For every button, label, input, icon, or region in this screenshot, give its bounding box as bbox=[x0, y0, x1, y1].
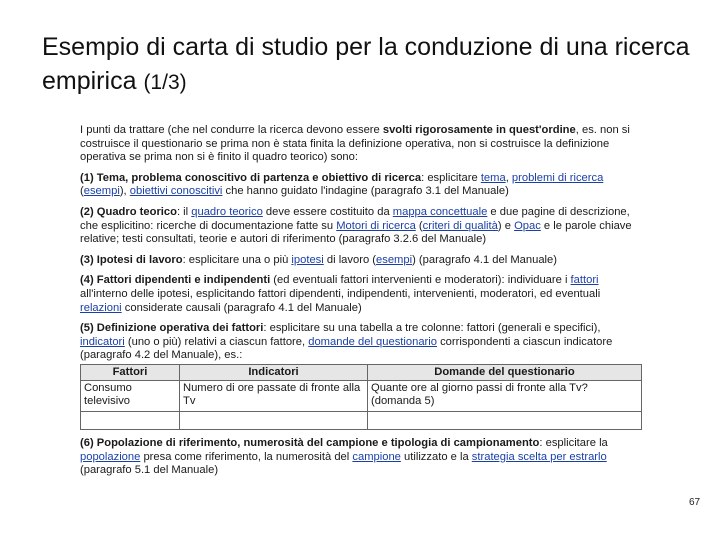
link-problemi-di-ricerca[interactable]: problemi di ricerca bbox=[511, 171, 604, 184]
text: ) e bbox=[497, 219, 515, 232]
link-quadro-teorico[interactable]: quadro teorico bbox=[191, 205, 263, 218]
point-5 bbox=[80, 322, 642, 363]
point-heading: (6) Popolazione di riferimento, numerosità del campione e tipologia di campionamento bbox=[80, 436, 540, 449]
text: che hanno guidato l'indagine (paragrafo 3.1 del Manuale) bbox=[222, 185, 509, 198]
table-row bbox=[81, 380, 642, 411]
text: , bbox=[505, 171, 512, 184]
point-6 bbox=[80, 437, 642, 478]
table-row-empty bbox=[81, 411, 642, 429]
link-strategia-scelta[interactable]: strategia scelta per estrarlo bbox=[471, 450, 607, 463]
point-heading: (3) Ipotesi di lavoro bbox=[80, 253, 183, 266]
intro-paragraph bbox=[80, 124, 642, 165]
link-motori-di-ricerca[interactable]: Motori di ricerca bbox=[336, 219, 416, 232]
text: (ed eventuali fattori intervenienti e moderatori): individuare i bbox=[270, 274, 571, 287]
link-tema[interactable]: tema bbox=[480, 171, 506, 184]
table-header-row bbox=[81, 364, 642, 380]
text: all'interno delle ipotesi, esplicitando fattori dipendenti, indipendenti, intervenienti, moderatori, ed eventuali bbox=[80, 287, 601, 300]
link-indicatori[interactable]: indicatori bbox=[80, 335, 125, 348]
title-suffix: (1/3) bbox=[143, 71, 187, 94]
link-popolazione[interactable]: popolazione bbox=[80, 450, 141, 463]
text: (uno o più) relativi a ciascun fattore, bbox=[124, 335, 309, 348]
text: : il bbox=[176, 205, 192, 218]
table-cell: Quante ore al giorno passi di fronte alla Tv? (domanda 5) bbox=[368, 380, 642, 411]
point-heading: (5) Definizione operativa dei fattori bbox=[80, 322, 264, 335]
link-criteri-di-qualita[interactable]: criteri di qualità bbox=[422, 219, 498, 232]
text: ( bbox=[80, 185, 84, 198]
text: presa come riferimento, la numerosità del bbox=[140, 450, 353, 463]
title-text: Esempio di carta di studio per la conduzione di una ricerca empirica bbox=[42, 33, 690, 95]
text: I punti da trattare (che nel condurre la ricerca devono essere bbox=[80, 124, 383, 136]
text: ) (paragrafo 4.1 del Manuale) bbox=[412, 253, 557, 266]
link-mappa-concettuale[interactable]: mappa concettuale bbox=[392, 205, 488, 218]
link-domande-del-questionario[interactable]: domande del questionario bbox=[308, 335, 437, 348]
link-campione[interactable]: campione bbox=[352, 450, 401, 463]
page-number: 67 bbox=[689, 497, 701, 508]
text: utilizzato e la bbox=[400, 450, 472, 463]
point-heading: (4) Fattori dipendenti e indipendenti bbox=[80, 274, 271, 287]
operational-definition-table bbox=[80, 364, 642, 430]
column-header: Domande del questionario bbox=[368, 364, 642, 380]
document-excerpt bbox=[80, 124, 642, 485]
link-opac[interactable]: Opac bbox=[514, 219, 541, 232]
text: : esplicitare una o più bbox=[182, 253, 292, 266]
point-2 bbox=[80, 206, 642, 247]
table-cell: Numero di ore passate di fronte alla Tv bbox=[180, 380, 368, 411]
link-fattori[interactable]: fattori bbox=[570, 274, 599, 287]
point-4 bbox=[80, 274, 642, 315]
text: (paragrafo 5.1 del Manuale) bbox=[80, 464, 219, 477]
text: : esplicitare su una tabella a tre colonne: fattori (generali e specifici), bbox=[263, 322, 601, 335]
text: : esplicitare bbox=[421, 171, 481, 184]
table-cell bbox=[368, 411, 642, 429]
slide-title bbox=[42, 30, 702, 100]
text: e le parole chiave relative; testi consultati, teorie e autori di riferimento (paragrafo 3.2.6 del Manuale) bbox=[80, 219, 632, 246]
text: di lavoro ( bbox=[323, 253, 376, 266]
point-3 bbox=[80, 254, 642, 268]
link-esempi[interactable]: esempi bbox=[376, 253, 413, 266]
text: corrispondenti a ciascun indicatore (paragrafo 4.2 del Manuale), es.: bbox=[80, 335, 613, 362]
column-header: Fattori bbox=[81, 364, 180, 380]
point-heading: (1) Tema, problema conoscitivo di partenza e obiettivo di ricerca bbox=[80, 171, 422, 184]
text: ( bbox=[415, 219, 423, 232]
link-esempi[interactable]: esempi bbox=[83, 185, 120, 198]
point-heading: (2) Quadro teorico bbox=[80, 205, 177, 218]
text: deve essere costituito da bbox=[262, 205, 393, 218]
emphasis: svolti rigorosamente in quest'ordine bbox=[382, 124, 576, 136]
column-header: Indicatori bbox=[180, 364, 368, 380]
link-ipotesi[interactable]: ipotesi bbox=[291, 253, 324, 266]
text: e due pagine di descrizione, che esplicitino: ricerche di documentazione fatte su bbox=[80, 205, 630, 232]
table-cell bbox=[81, 411, 180, 429]
text: , es. non si costruisce il questionario se prima non è stata finita la definizione operativa, non si costruisce la definizione operativa se prima non si è finito il quadro teorico) sono: bbox=[80, 124, 630, 164]
link-relazioni[interactable]: relazioni bbox=[80, 301, 122, 314]
point-1 bbox=[80, 172, 642, 199]
text: considerate causali (paragrafo 4.1 del Manuale) bbox=[121, 301, 362, 314]
text: ), bbox=[119, 185, 130, 198]
link-obiettivi-conoscitivi[interactable]: obiettivi conoscitivi bbox=[129, 185, 223, 198]
table-cell bbox=[180, 411, 368, 429]
text: : esplicitare la bbox=[539, 436, 608, 449]
table-cell: Consumo televisivo bbox=[81, 380, 180, 411]
